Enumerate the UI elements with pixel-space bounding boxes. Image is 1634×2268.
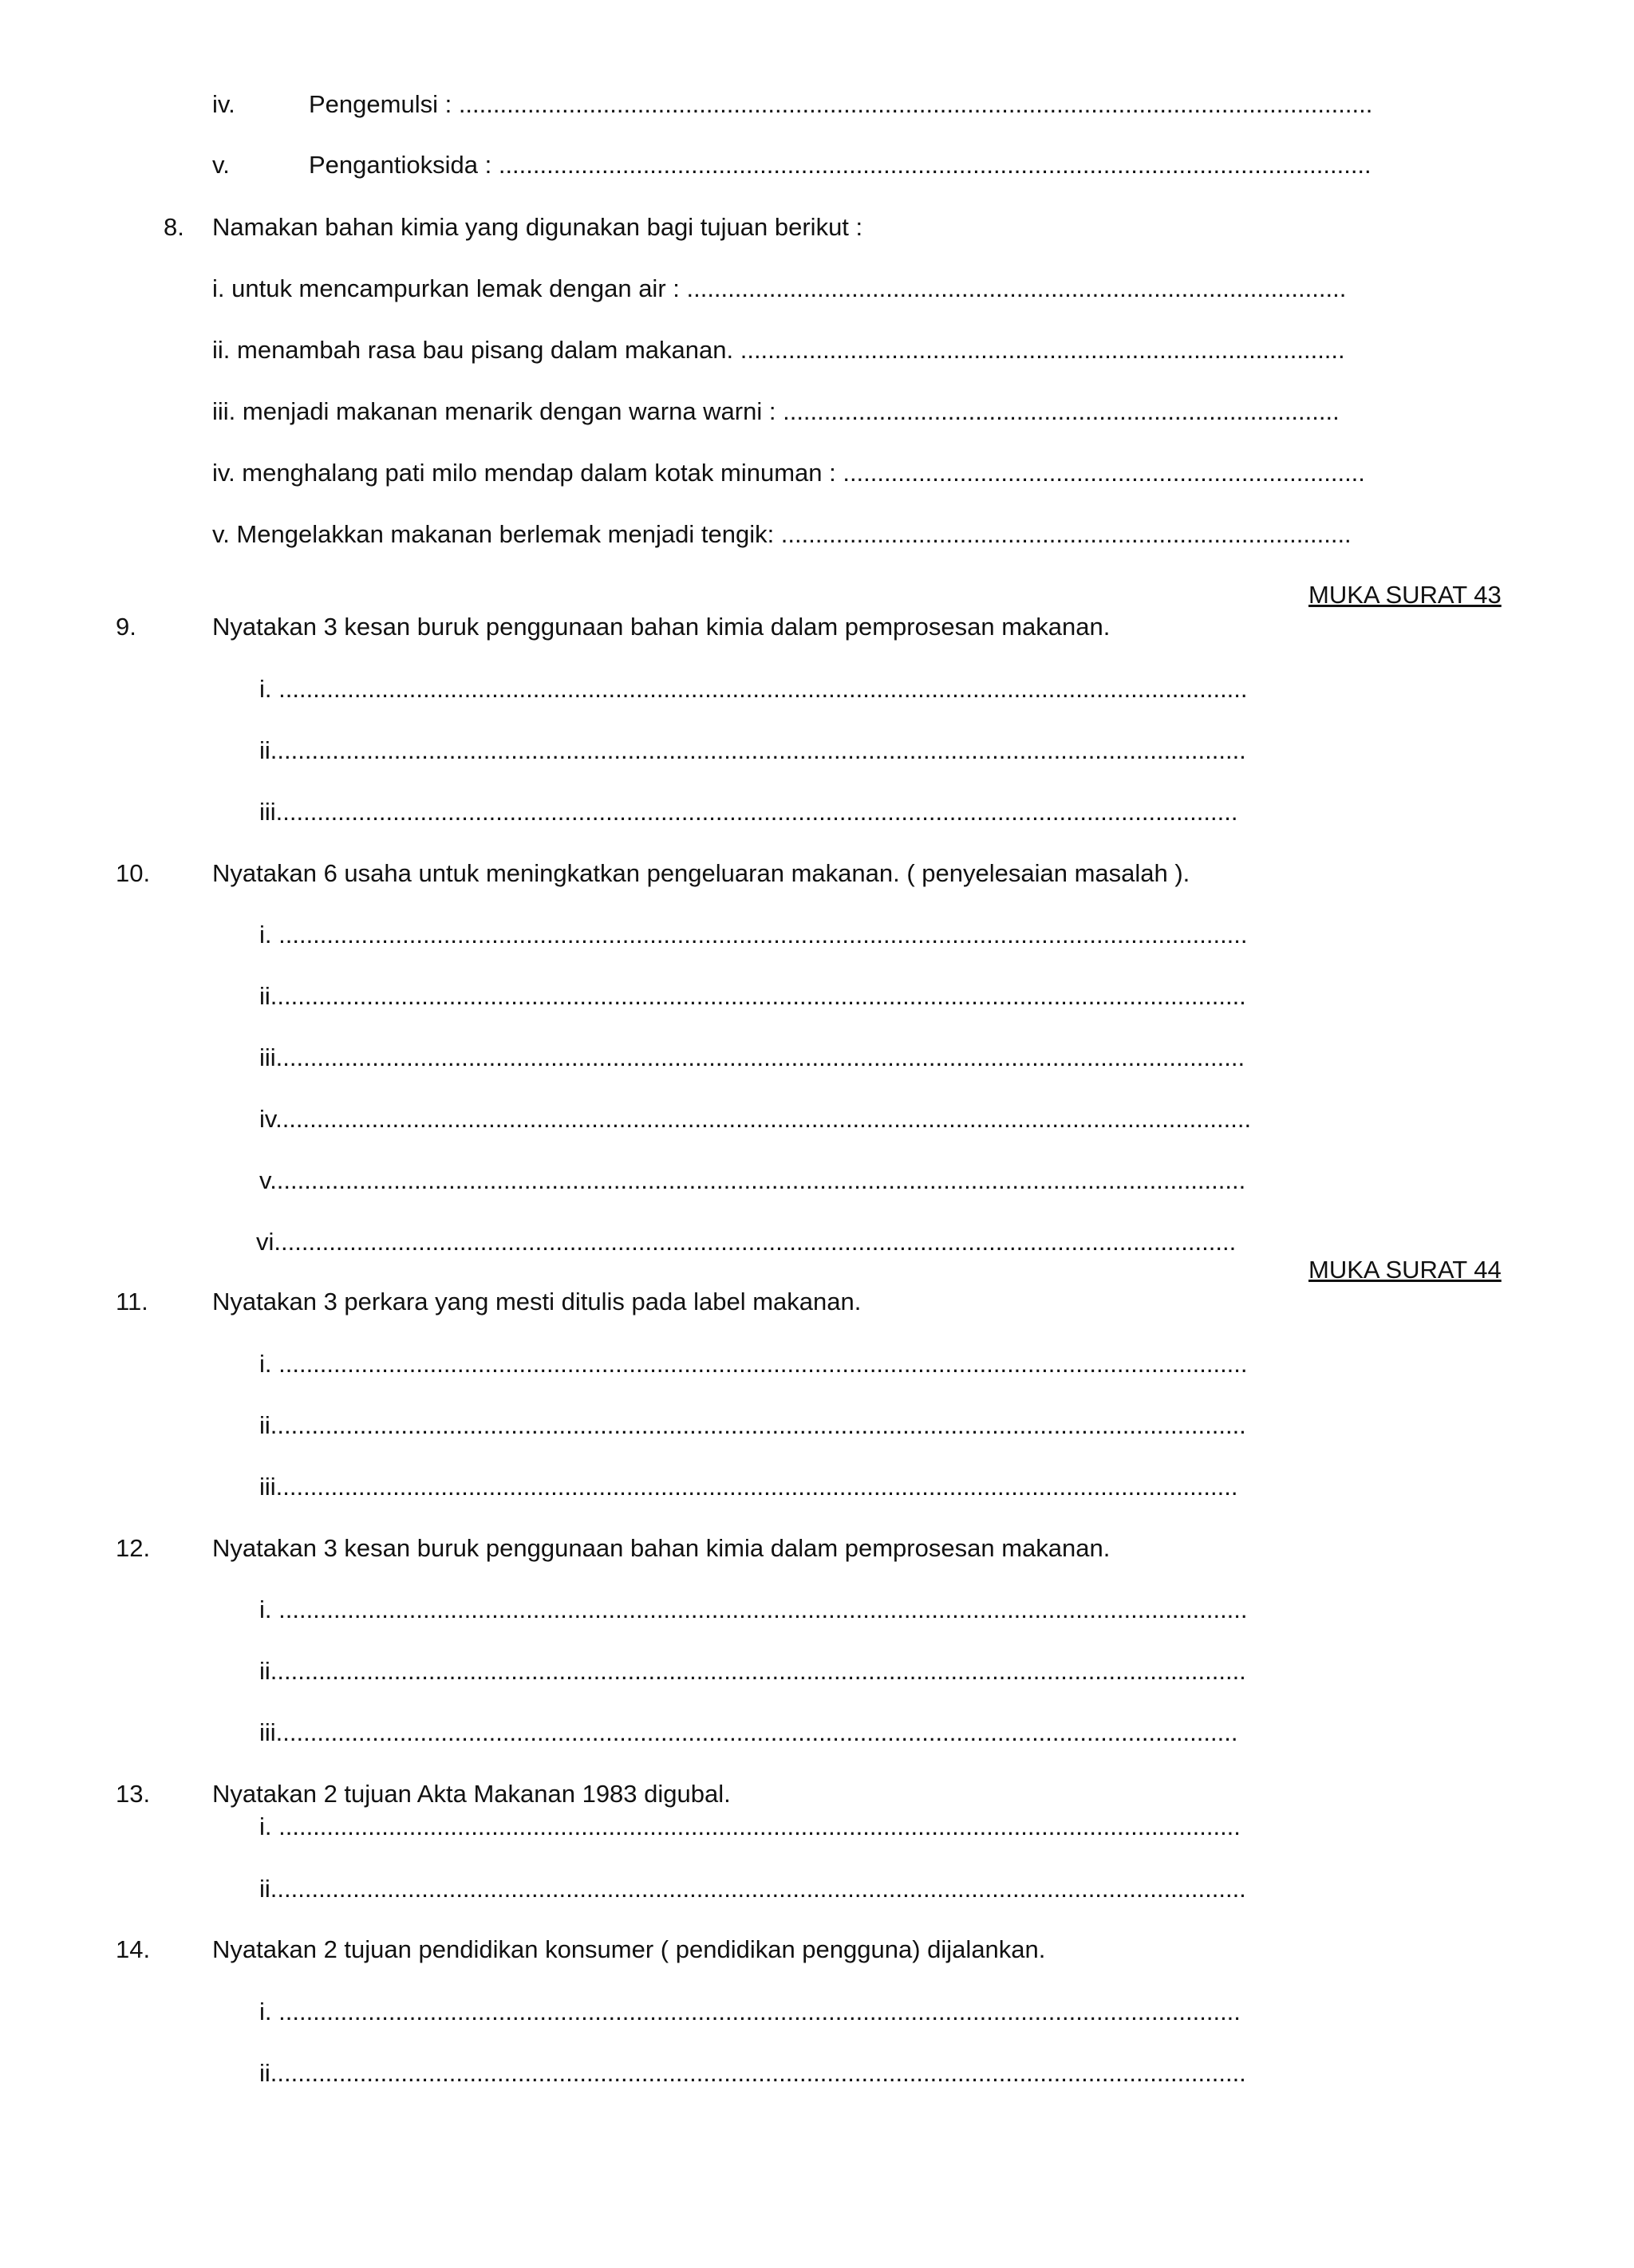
answer-line[interactable]: i. ............................................................................................................................................	[259, 1998, 1241, 2025]
answer-line[interactable]: ii..............................................................................................................................................	[259, 2059, 1246, 2087]
question-pengantioksida: Pengantioksida : ...............................................................................................................................	[309, 151, 1372, 179]
answer-line[interactable]: ii..............................................................................................................................................	[259, 982, 1246, 1010]
question-9-text: Nyatakan 3 kesan buruk penggunaan bahan kimia dalam pemprosesan makanan.	[212, 613, 1111, 641]
question-14-text: Nyatakan 2 tujuan pendidikan konsumer ( pendidikan pengguna) dijalankan.	[212, 1935, 1046, 1963]
item-number-iv: iv.	[212, 90, 235, 118]
question-number-12: 12.	[116, 1534, 151, 1562]
answer-line[interactable]: i. .............................................................................................................................................	[259, 921, 1248, 949]
answer-line[interactable]: ii..............................................................................................................................................	[259, 736, 1246, 764]
answer-line[interactable]: i. .............................................................................................................................................	[259, 1350, 1248, 1378]
item-number-v: v.	[212, 151, 230, 179]
question-number-9: 9.	[116, 613, 136, 641]
question-number-11: 11.	[116, 1288, 148, 1315]
question-8-item-iv: iv. menghalang pati milo mendap dalam kotak minuman : ............................................................................	[212, 459, 1365, 487]
question-12-text: Nyatakan 3 kesan buruk penggunaan bahan kimia dalam pemprosesan makanan.	[212, 1534, 1111, 1562]
question-8-item-i: i. untuk mencampurkan lemak dengan air : ................................................................................................	[212, 274, 1347, 302]
question-8-item-iii: iii. menjadi makanan menarik dengan warna warni : .................................................................................	[212, 397, 1340, 425]
answer-line[interactable]: ii..............................................................................................................................................	[259, 1657, 1246, 1685]
answer-line[interactable]: i. ............................................................................................................................................	[259, 1812, 1241, 1840]
question-8-text: Namakan bahan kimia yang digunakan bagi tujuan berikut :	[212, 213, 863, 241]
answer-line[interactable]: iv..............................................................................................................................................	[259, 1105, 1252, 1133]
answer-line[interactable]: iii............................................................................................................................................	[259, 1473, 1238, 1501]
answer-line[interactable]: i. .............................................................................................................................................	[259, 675, 1248, 703]
answer-line[interactable]: iii............................................................................................................................................	[259, 1718, 1238, 1746]
question-11-text: Nyatakan 3 perkara yang mesti ditulis pada label makanan.	[212, 1288, 862, 1315]
question-8-item-ii: ii. menambah rasa bau pisang dalam makanan. ........................................................................................	[212, 336, 1345, 364]
answer-line[interactable]: i. .............................................................................................................................................	[259, 1595, 1248, 1623]
answer-line[interactable]: v..............................................................................................................................................	[259, 1166, 1246, 1194]
question-10-text: Nyatakan 6 usaha untuk meningkatkan pengeluaran makanan. ( penyelesaian masalah ).	[212, 859, 1190, 887]
page-reference-44: MUKA SURAT 44	[1308, 1256, 1502, 1284]
answer-line[interactable]: iii.............................................................................................................................................	[259, 1043, 1245, 1071]
answer-line[interactable]: iii............................................................................................................................................	[259, 798, 1238, 826]
question-number-10: 10.	[116, 859, 151, 887]
question-number-8: 8.	[164, 213, 184, 241]
question-pengemulsi: Pengemulsi : .....................................................................................................................................	[309, 90, 1373, 118]
question-13-text: Nyatakan 2 tujuan Akta Makanan 1983 digubal.	[212, 1780, 731, 1808]
answer-line[interactable]: vi............................................................................................................................................	[256, 1228, 1237, 1256]
question-8-item-v: v. Mengelakkan makanan berlemak menjadi tengik: ...................................................................................	[212, 520, 1352, 548]
answer-line[interactable]: ii..............................................................................................................................................	[259, 1875, 1246, 1903]
question-number-14: 14.	[116, 1935, 151, 1963]
page-reference-43: MUKA SURAT 43	[1308, 581, 1502, 609]
answer-line[interactable]: ii..............................................................................................................................................	[259, 1411, 1246, 1439]
question-number-13: 13.	[116, 1780, 151, 1808]
